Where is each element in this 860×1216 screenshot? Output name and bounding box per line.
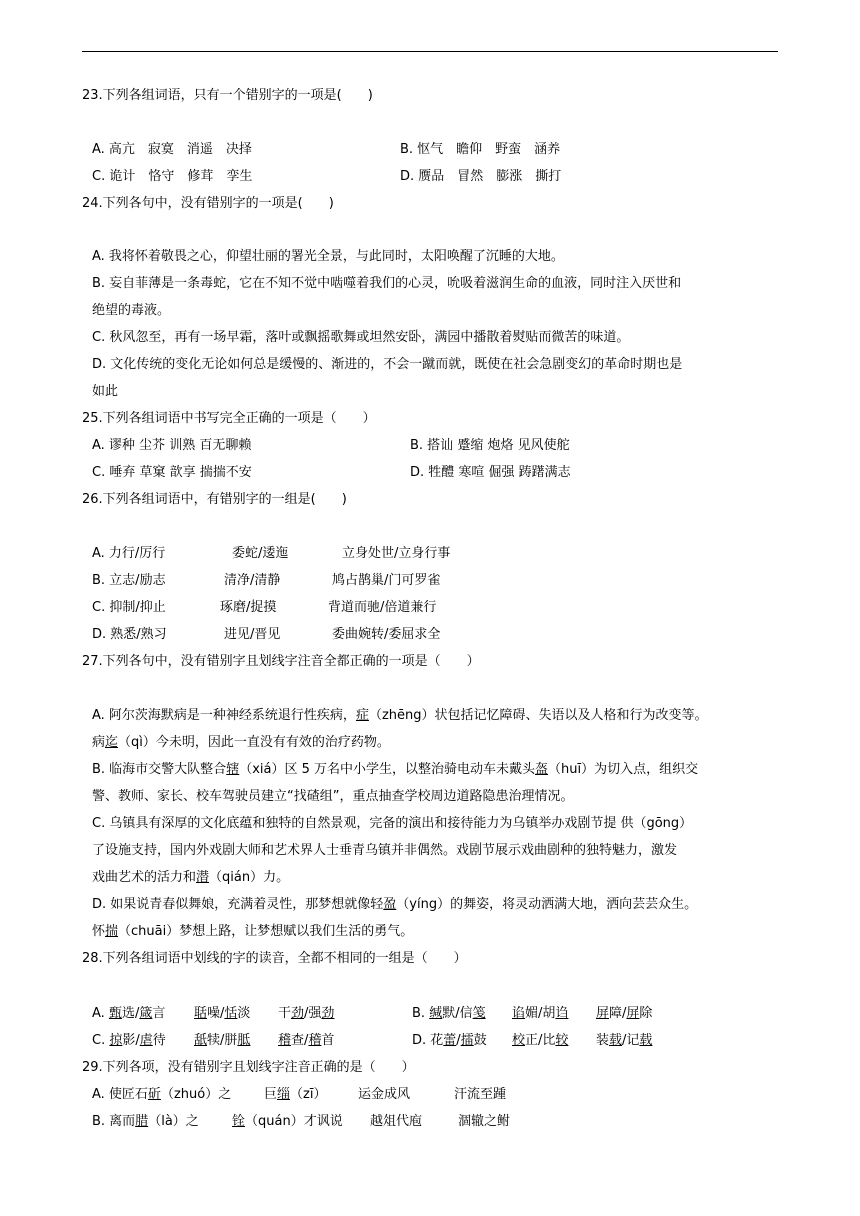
q25-option-d: D. 牲醴 寒喧 倔强 踌躇满志 (410, 465, 571, 480)
text-run: （qián）力。 (209, 870, 290, 885)
text-run: （chuāi）梦想上路，让梦想赋以我们生活的勇气。 (118, 924, 414, 939)
text-run: B. (412, 1006, 430, 1021)
q29-option-b-part1 (92, 1113, 199, 1131)
text-run: 障/ (609, 1006, 627, 1021)
underlined-char: 掠 (109, 1033, 123, 1048)
underlined-char: 斫 (147, 1087, 161, 1102)
text-run: 病 (92, 735, 106, 750)
text-run: 默/信 (442, 1006, 473, 1021)
text-run: 戏曲艺术的活力和 (92, 870, 197, 885)
underlined-char: 蕾 (443, 1033, 457, 1048)
underlined-char: 揣 (105, 924, 119, 939)
q28-option-c-group1 (92, 1032, 166, 1050)
q27-option-b-line1 (92, 761, 698, 779)
q24-option-c: C. 秋风忽至，再有一场早霜，落叶或飘摇歌舞或坦然安卧，满园中播散着熨贴而微苦的味道。 (92, 330, 630, 345)
underlined-char: 诌 (555, 1006, 569, 1021)
text-run: 装 (596, 1033, 610, 1048)
text-run: 影/ (122, 1033, 140, 1048)
q26-c-word2: 琢磨/捉摸 (220, 600, 277, 615)
q26-c-word3: 背道而驰/倍道兼行 (328, 600, 437, 615)
text-run: A. (92, 1006, 109, 1021)
underlined-char: 屏 (596, 1006, 610, 1021)
text-run: （yíng）的舞姿，将灵动洒满大地，洒向芸芸众生。 (396, 897, 698, 912)
q28-option-b-group1 (412, 1005, 486, 1023)
q23-option-b: B. 怄气 瞻仰 野蛮 涵养 (400, 142, 561, 157)
underlined-char: 较 (555, 1033, 569, 1048)
underlined-char: 盈 (383, 897, 397, 912)
q29-option-a-word4: 汗流至踵 (454, 1087, 507, 1102)
underlined-char: 缁 (277, 1087, 291, 1102)
text-run: /记 (622, 1033, 640, 1048)
text-run: D. 如果说青春似舞娘，充满着灵性，那梦想就像轻 (92, 897, 384, 912)
q28-stem: 28.下列各组词语中划线的字的读音，全都不相同的一组是（ ） (82, 951, 467, 966)
text-run: 媚/胡 (525, 1006, 556, 1021)
q27-option-b-line2: 警、教师、家长、校车驾驶员建立“找碴组”，重点抽查学校周边道路隐患治理情况。 (92, 789, 574, 804)
text-run: （huī）为切入点，组织交 (548, 762, 699, 777)
q29-option-b-part2 (232, 1113, 343, 1131)
text-run: （zī） (290, 1087, 327, 1102)
q23-stem: 23.下列各组词语，只有一个错别字的一项是( ) (82, 88, 373, 103)
underlined-char: 恬 (224, 1006, 238, 1021)
text-run: 待 (152, 1033, 166, 1048)
q24-option-d-cont: 如此 (92, 384, 119, 399)
q27-option-d-line1 (92, 896, 697, 914)
q23-option-c: C. 诡计 恪守 修茸 孪生 (92, 169, 253, 184)
text-run: 怀 (92, 924, 106, 939)
q29-option-b-word3: 越俎代庖 (370, 1114, 423, 1129)
q23-option-a: A. 高亢 寂寞 消遥 决择 (92, 142, 252, 157)
text-run: 干 (278, 1006, 292, 1021)
q23-option-d: D. 赝品 冒然 膨涨 撕打 (400, 169, 562, 184)
text-run: 正/比 (525, 1033, 556, 1048)
underlined-char: 载 (639, 1033, 653, 1048)
q26-a-word1: A. 力行/厉行 (92, 546, 166, 561)
q29-option-b-word4: 涸辙之鲋 (458, 1114, 511, 1129)
q24-option-b-cont: 绝望的毒液。 (92, 303, 171, 318)
q28-option-b-group2 (512, 1005, 568, 1023)
text-run: 查/ (291, 1033, 309, 1048)
q26-c-word1: C. 抑制/抑止 (92, 600, 166, 615)
text-run: 噪/ (207, 1006, 225, 1021)
q24-option-a: A. 我将怀着敬畏之心，仰望壮丽的署光全景，与此同时，太阳唤醒了沉睡的大地。 (92, 249, 564, 264)
q28-option-c-group2 (194, 1032, 250, 1050)
q26-d-word3: 委曲婉转/委屈求全 (332, 627, 441, 642)
underlined-char: 舐 (194, 1033, 208, 1048)
q29-option-a-part2 (264, 1086, 326, 1104)
header-rule (82, 51, 778, 52)
underlined-char: 潜 (196, 870, 210, 885)
underlined-char: 缄 (429, 1006, 443, 1021)
text-run: B. 临海市交警大队整合 (92, 762, 227, 777)
q26-d-word2: 进见/晋见 (224, 627, 281, 642)
text-run: 除 (639, 1006, 653, 1021)
text-run: / (456, 1033, 461, 1048)
q25-option-c: C. 唾弃 草窠 歆享 揣揣不安 (92, 465, 252, 480)
text-run: 巨 (264, 1087, 278, 1102)
underlined-char: 症 (355, 708, 369, 723)
text-run: （quán）才讽说 (245, 1114, 343, 1129)
underlined-char: 擂 (460, 1033, 474, 1048)
q29-stem: 29.下列各项，没有错别字且划线字注音正确的是（ ） (82, 1060, 415, 1075)
q28-option-c-group3 (278, 1032, 334, 1050)
q27-option-a-line1 (92, 707, 708, 725)
q28-option-d-group2 (512, 1032, 568, 1050)
text-run: （xiá）区 5 万名中小学生，以整治骑电动车未戴头 (239, 762, 536, 777)
q28-option-a-group3 (278, 1005, 334, 1023)
q28-option-a-group2 (194, 1005, 250, 1023)
text-run: 首 (321, 1033, 335, 1048)
text-run: （zhēng）状包括记忆障碍、失语以及人格和行为改变等。 (368, 708, 708, 723)
q28-option-b-group3 (596, 1005, 652, 1023)
underlined-char: 谄 (512, 1006, 526, 1021)
q28-option-d-group1 (412, 1032, 487, 1050)
underlined-char: 甄 (108, 1006, 122, 1021)
q26-b-word3: 鸠占鹊巢/门可罗雀 (332, 573, 441, 588)
q24-option-d: D. 文化传统的变化无论如何总是缓慢的、渐进的，不会一蹴而就，既使在社会急剧变幻的革命时期也是 (92, 357, 683, 372)
q26-a-word2: 委蛇/逶迤 (232, 546, 289, 561)
underlined-char: 聒 (194, 1006, 208, 1021)
text-run: D. 花 (412, 1033, 444, 1048)
underlined-char: 屏 (626, 1006, 640, 1021)
q27-option-a-line2 (92, 734, 390, 752)
text-run: 淡 (237, 1006, 251, 1021)
text-run: （zhuó）之 (160, 1087, 232, 1102)
text-run: 犊/胼 (207, 1033, 238, 1048)
q26-b-word2: 清净/清静 (224, 573, 281, 588)
text-run: 鼓 (473, 1033, 487, 1048)
q29-option-a-part1 (92, 1086, 231, 1104)
text-run: A. 使匠石 (92, 1087, 148, 1102)
underlined-char: 劲 (321, 1006, 335, 1021)
q29-option-a-word3: 运金成风 (358, 1087, 411, 1102)
underlined-char: 稽 (308, 1033, 322, 1048)
underlined-char: 载 (609, 1033, 623, 1048)
underlined-char: 腊 (135, 1114, 149, 1129)
q26-a-word3: 立身处世/立身行事 (342, 546, 451, 561)
q25-option-b: B. 搭讪 蹙缩 炮烙 见风使舵 (410, 438, 570, 453)
q27-stem: 27.下列各句中，没有错别字且划线字注音全都正确的一项是（ ） (82, 654, 480, 669)
text-run: （là）之 (148, 1114, 199, 1129)
text-run: /强 (304, 1006, 322, 1021)
underlined-char: 虐 (139, 1033, 153, 1048)
q24-stem: 24.下列各句中，没有错别字的一项是( ) (82, 196, 334, 211)
text-run: 言 (152, 1006, 166, 1021)
q26-b-word1: B. 立志/励志 (92, 573, 166, 588)
text-run: C. (92, 1033, 110, 1048)
text-run: A. 阿尔茨海默病是一种神经系统退行性疾病， (92, 708, 356, 723)
q26-stem: 26.下列各组词语中，有错别字的一组是( ) (82, 492, 347, 507)
q24-option-b: B. 妄自菲薄是一条毒蛇，它在不知不觉中啮噬着我们的心灵，吮吸着滋润生命的血液，同时注入厌世和 (92, 276, 682, 291)
q27-option-c-line2: 了设施支持，国内外戏剧大师和艺术界人士垂青乌镇并非偶然。戏剧节展示戏曲剧种的独特魅力，激发 (92, 843, 678, 858)
underlined-char: 铨 (232, 1114, 246, 1129)
q27-option-d-line2 (92, 923, 413, 941)
q27-option-c-line1: C. 乌镇具有深厚的文化底蕴和独特的自然景观，完备的演出和接待能力为乌镇举办戏剧节提 供（gōng） (92, 816, 693, 831)
underlined-char: 箴 (139, 1006, 153, 1021)
underlined-char: 辖 (226, 762, 240, 777)
underlined-char: 盔 (535, 762, 549, 777)
underlined-char: 劲 (291, 1006, 305, 1021)
text-run: （qì）今未明，因此一直没有有效的治疗药物。 (118, 735, 390, 750)
text-run: 选/ (121, 1006, 140, 1021)
q25-stem: 25.下列各组词语中书写完全正确的一项是（ ） (82, 411, 376, 426)
q28-option-d-group3 (596, 1032, 652, 1050)
underlined-char: 校 (512, 1033, 526, 1048)
underlined-char: 迄 (105, 735, 119, 750)
underlined-char: 稽 (278, 1033, 292, 1048)
q28-option-a-group1 (92, 1005, 165, 1023)
q27-option-c-line3 (92, 869, 289, 887)
underlined-char: 笺 (472, 1006, 486, 1021)
underlined-char: 胝 (237, 1033, 251, 1048)
q25-option-a: A. 谬种 尘芥 训熟 百无聊赖 (92, 438, 252, 453)
q26-d-word1: D. 熟悉/熟习 (92, 627, 167, 642)
text-run: B. 离而 (92, 1114, 136, 1129)
